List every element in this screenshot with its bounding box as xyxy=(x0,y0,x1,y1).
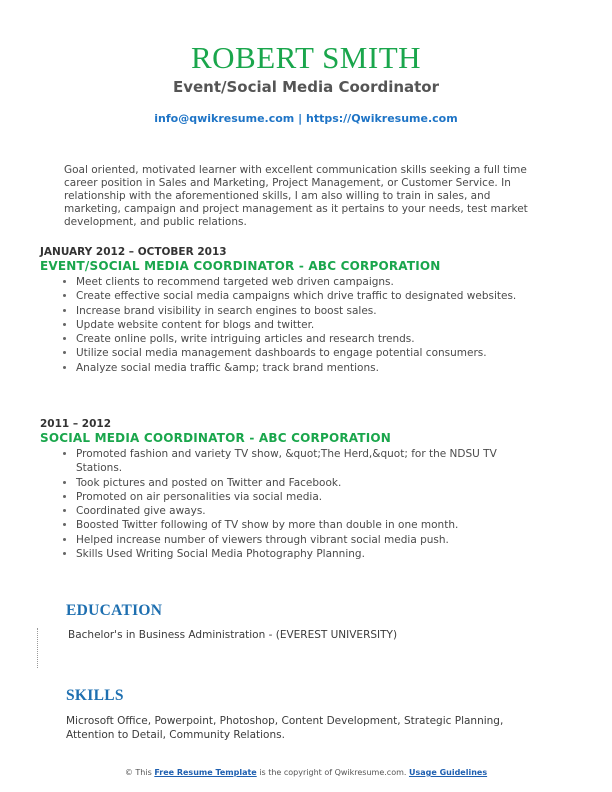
usage-guidelines-link[interactable]: Usage Guidelines xyxy=(408,768,488,777)
candidate-name: ROBERT SMITH xyxy=(190,40,422,75)
duty-item: • Update website content for blogs and twitter. xyxy=(76,318,540,332)
skills-heading: SKILLS xyxy=(66,687,124,704)
candidate-title: Event/Social Media Coordinator xyxy=(172,78,440,96)
footer-prefix: © This xyxy=(124,768,152,777)
summary-text: Goal oriented, motivated learner with excellent communication skills seeking a full time career position in Sales and Marketing, Project Management, or Customer Service. In relationship with the aforementioned skills, I am also willing to train in sales, and marketing, campaign and project management as it pertains to your needs, test market development, and public relations. xyxy=(64,164,528,228)
footer-copyright: is the copyright of Qwikresume.com. xyxy=(259,768,407,777)
duty-item: • Skills Used Writing Social Media Photography Planning. xyxy=(76,547,540,561)
education-item: Bachelor's in Business Administration - (EVEREST UNIVERSITY) xyxy=(68,629,398,641)
duty-item: • Create effective social media campaigns which drive traffic to designated websites. xyxy=(76,289,540,303)
email-link[interactable]: info@qwikresume.com xyxy=(154,112,295,125)
experience-role: SOCIAL MEDIA COORDINATOR - ABC CORPORATION xyxy=(40,431,392,445)
contact-line xyxy=(0,112,612,125)
duty-item: • Promoted on air personalities via social media. xyxy=(76,490,540,504)
free-resume-template-link[interactable]: Free Resume Template xyxy=(154,768,257,777)
duty-item: • Took pictures and posted on Twitter and Facebook. xyxy=(76,476,540,490)
experience-entry xyxy=(40,417,540,561)
duties-list xyxy=(40,275,540,375)
duty-item: • Coordinated give aways. xyxy=(76,504,540,518)
experience-dates: JANUARY 2012 – OCTOBER 2013 xyxy=(40,246,227,258)
duty-item: • Create online polls, write intriguing articles and research trends. xyxy=(76,332,540,346)
duty-item: • Analyze social media traffic &amp; track brand mentions. xyxy=(76,361,540,375)
duties-list xyxy=(40,447,540,561)
duty-item: • Helped increase number of viewers through vibrant social media push. xyxy=(76,533,540,547)
education-divider xyxy=(37,628,38,668)
skills-text: Microsoft Office, Powerpoint, Photoshop, Content Development, Strategic Planning, Attention to Detail, Community Relations. xyxy=(66,715,504,741)
duty-item: • Promoted fashion and variety TV show, &quot;The Herd,&quot; for the NDSU TV Stations. xyxy=(76,447,540,476)
duty-item: • Boosted Twitter following of TV show by more than double in one month. xyxy=(76,518,540,532)
experience-role: EVENT/SOCIAL MEDIA COORDINATOR - ABC CORPORATION xyxy=(40,259,441,273)
website-link[interactable]: https://Qwikresume.com xyxy=(305,112,458,125)
education-heading: EDUCATION xyxy=(66,602,163,619)
footer xyxy=(0,768,612,777)
duty-item: • Increase brand visibility in search engines to boost sales. xyxy=(76,304,540,318)
experience-entry xyxy=(40,245,540,375)
contact-separator: | xyxy=(298,112,303,125)
duty-item: • Meet clients to recommend targeted web driven campaigns. xyxy=(76,275,540,289)
experience-dates: 2011 – 2012 xyxy=(40,418,112,430)
duty-item: • Utilize social media management dashboards to engage potential consumers. xyxy=(76,346,540,360)
